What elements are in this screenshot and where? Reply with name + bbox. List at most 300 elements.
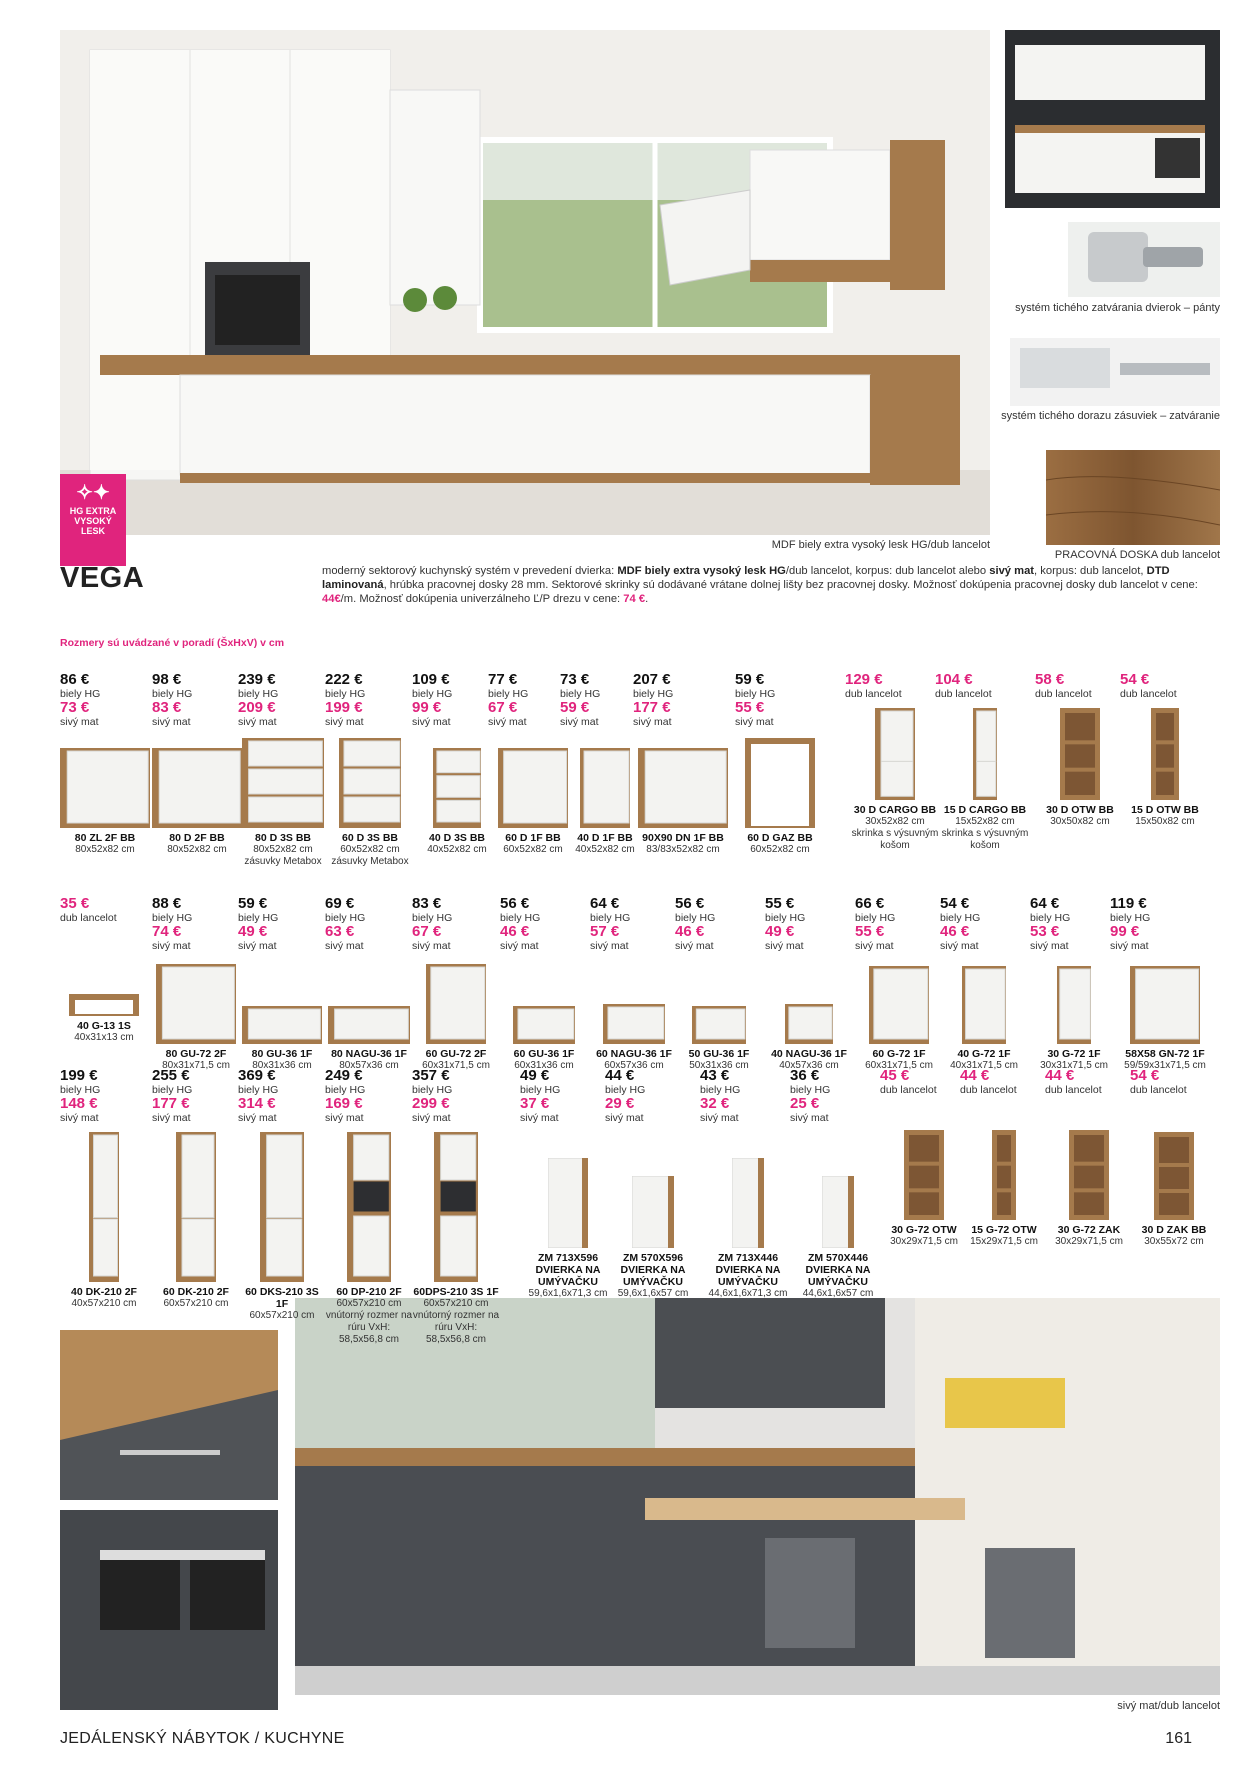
item-code: 40 D 1F BB <box>577 832 633 844</box>
price-grey: 169 € <box>325 1095 363 1112</box>
price-grey: 32 € <box>700 1095 730 1112</box>
item-size: 59,6x1,6x71,3 cm <box>528 1288 608 1299</box>
finish-label-2: sivý mat <box>500 940 539 952</box>
price-white: 98 € <box>152 671 182 688</box>
product-item <box>880 1068 968 1248</box>
hinge-photo <box>1068 222 1220 297</box>
finish-label-1: biely HG <box>412 912 453 924</box>
item-size: 50x31x36 cm <box>689 1060 749 1071</box>
product-item <box>325 896 413 1072</box>
price-grey: 25 € <box>790 1095 820 1112</box>
product-item <box>633 672 733 856</box>
cabinet-illustration <box>69 994 139 1016</box>
finish-label-2: sivý mat <box>238 716 277 728</box>
price-white: 59 € <box>238 895 268 912</box>
price-white: 54 € <box>1120 671 1150 688</box>
product-item <box>700 1068 796 1300</box>
item-size: 40x57x36 cm <box>779 1060 839 1071</box>
price-white: 56 € <box>500 895 530 912</box>
finish-label-1: biely HG <box>152 688 193 700</box>
item-code: 40 D 3S BB <box>428 832 486 844</box>
price-grey: 57 € <box>590 923 620 940</box>
item-size: 59,6x1,6x57 cm <box>617 1288 689 1299</box>
item-code: 60DPS-210 3S 1F <box>413 1286 499 1298</box>
cabinet-illustration <box>328 1006 410 1044</box>
item-size: 60x52x82 cm <box>340 844 400 855</box>
badge-line2: VYSOKÝ <box>74 516 112 526</box>
finish-label-1: biely HG <box>675 912 716 924</box>
item-size: 59/59x31x71,5 cm <box>1124 1060 1206 1071</box>
item-code: 80 GU-72 2F <box>165 1048 227 1060</box>
cabinet-illustration <box>1154 1132 1194 1220</box>
cabinet-illustration <box>869 966 929 1044</box>
item-code: ZM 713X446 DVIERKA NA UMÝVAČKU <box>715 1252 781 1288</box>
bottom-photo-caption: sivý mat/dub lancelot <box>1117 1700 1220 1712</box>
item-size: 40x31x13 cm <box>74 1032 134 1043</box>
item-code: 60 G-72 1F <box>872 1048 926 1060</box>
price-white: 59 € <box>735 671 765 688</box>
item-size: 60x57x210 cm <box>336 1298 402 1309</box>
item-code: ZM 570X596 DVIERKA NA UMÝVAČKU <box>620 1252 686 1288</box>
finish-label-2: sivý mat <box>238 940 277 952</box>
product-item <box>412 896 500 1072</box>
product-item <box>1045 1068 1133 1248</box>
price-white: 45 € <box>880 1067 910 1084</box>
finish-label-1: dub lancelot <box>1130 1084 1187 1096</box>
item-code: 60 D 3S BB <box>341 832 399 844</box>
finish-label-2: sivý mat <box>1030 940 1069 952</box>
grey-kitchen-photo <box>295 1298 1220 1695</box>
price-grey: 209 € <box>238 699 276 716</box>
finish-label-1: dub lancelot <box>880 1084 937 1096</box>
cabinet-illustration <box>1069 1130 1109 1220</box>
price-grey: 46 € <box>500 923 530 940</box>
item-code: 40 DK-210 2F <box>71 1286 137 1298</box>
finish-label-2: sivý mat <box>488 716 527 728</box>
item-size: 60x31x36 cm <box>514 1060 574 1071</box>
product-item <box>60 896 148 1044</box>
item-code: 40 NAGU-36 1F <box>771 1048 847 1060</box>
finish-label-2: sivý mat <box>520 1112 559 1124</box>
cabinet-illustration <box>732 1158 764 1248</box>
item-size: 83/83x52x82 cm <box>646 844 720 855</box>
finish-label-2: sivý mat <box>765 940 804 952</box>
item-code: 60 DKS-210 3S 1F <box>245 1286 319 1310</box>
item-size: 60x57x210 cm <box>249 1310 315 1321</box>
finish-label-2: sivý mat <box>325 940 364 952</box>
finish-label-1: biely HG <box>560 688 601 700</box>
item-size: 60x52x82 cm <box>750 844 810 855</box>
product-item <box>675 896 763 1072</box>
hinges-caption: systém tichého zatvárania dvierok – pánty <box>1015 302 1220 314</box>
price-grey: 74 € <box>152 923 182 940</box>
item-size: 15x29x71,5 cm <box>970 1236 1038 1247</box>
price-white: 55 € <box>765 895 795 912</box>
finish-label-1: biely HG <box>700 1084 741 1096</box>
item-size: 15x52x82 cm <box>955 816 1015 827</box>
finish-label-1: biely HG <box>325 1084 366 1096</box>
finish-label-1: dub lancelot <box>1045 1084 1102 1096</box>
cabinet-illustration <box>433 748 481 828</box>
product-item <box>855 896 943 1072</box>
finish-label-1: biely HG <box>238 912 279 924</box>
price-white: 66 € <box>855 895 885 912</box>
finish-label-2: sivý mat <box>560 716 599 728</box>
finish-label-1: biely HG <box>765 912 806 924</box>
item-size: 60x57x36 cm <box>604 1060 664 1071</box>
price-white: 255 € <box>152 1067 190 1084</box>
finish-label-1: biely HG <box>500 912 541 924</box>
item-code: 50 GU-36 1F <box>688 1048 750 1060</box>
item-code: 60 GU-36 1F <box>513 1048 575 1060</box>
product-item <box>520 1068 616 1300</box>
price-white: 83 € <box>412 895 442 912</box>
price-grey: 46 € <box>940 923 970 940</box>
product-item <box>325 1068 413 1346</box>
finish-label-1: biely HG <box>520 1084 561 1096</box>
item-note: zásuvky Metabox <box>244 856 322 867</box>
item-size: 80x52x82 cm <box>167 844 227 855</box>
price-white: 64 € <box>1030 895 1060 912</box>
price-white: 88 € <box>152 895 182 912</box>
cabinet-illustration <box>339 738 401 828</box>
dark-kitchen-thumb <box>1005 30 1220 208</box>
cabinet-illustration <box>1060 708 1100 800</box>
finish-label-2: sivý mat <box>152 940 191 952</box>
item-size: 80x57x36 cm <box>339 1060 399 1071</box>
price-grey: 49 € <box>238 923 268 940</box>
price-grey: 55 € <box>735 699 765 716</box>
price-grey: 199 € <box>325 699 363 716</box>
cabinet-illustration <box>434 1132 478 1282</box>
item-code: 60 DK-210 2F <box>163 1286 229 1298</box>
finish-label-2: sivý mat <box>700 1112 739 1124</box>
price-grey: 63 € <box>325 923 355 940</box>
price-grey: 49 € <box>765 923 795 940</box>
worktop-sample-photo <box>1046 450 1220 545</box>
finish-label-1: biely HG <box>60 1084 101 1096</box>
price-grey: 55 € <box>855 923 885 940</box>
finish-label-1: biely HG <box>152 912 193 924</box>
finish-label-2: sivý mat <box>152 1112 191 1124</box>
item-size: 30x29x71,5 cm <box>1055 1236 1123 1247</box>
item-size: 30x50x82 cm <box>1050 816 1110 827</box>
product-item <box>1030 896 1118 1072</box>
cabinet-illustration <box>548 1158 588 1248</box>
item-code: 30 G-72 1F <box>1047 1048 1101 1060</box>
price-white: 222 € <box>325 671 363 688</box>
price-white: 54 € <box>940 895 970 912</box>
finish-label-2: sivý mat <box>633 716 672 728</box>
hg-badge <box>60 474 126 566</box>
cabinet-illustration <box>426 964 486 1044</box>
finish-label-1: biely HG <box>940 912 981 924</box>
item-code: 30 G-72 OTW <box>891 1224 957 1236</box>
product-item <box>152 672 242 856</box>
item-code: 60 D 1F BB <box>505 832 561 844</box>
price-white: 104 € <box>935 671 973 688</box>
item-size: 60x31x71,5 cm <box>422 1060 490 1071</box>
product-item <box>325 672 415 868</box>
finish-label-1: dub lancelot <box>960 1084 1017 1096</box>
finish-label-1: biely HG <box>238 688 279 700</box>
cabinet-illustration <box>176 1132 216 1282</box>
price-white: 207 € <box>633 671 671 688</box>
price-white: 58 € <box>1035 671 1065 688</box>
price-grey: 46 € <box>675 923 705 940</box>
finish-label-1: biely HG <box>605 1084 646 1096</box>
price-grey: 59 € <box>560 699 590 716</box>
drawers-caption: systém tichého dorazu zásuviek – zatváranie <box>1001 410 1220 422</box>
badge-line3: LESK <box>80 526 105 536</box>
cabinet-illustration <box>1151 708 1179 800</box>
finish-label-1: dub lancelot <box>935 688 992 700</box>
item-size: 40x57x210 cm <box>71 1298 137 1309</box>
page-number: 161 <box>1165 1730 1192 1747</box>
cabinet-illustration <box>822 1176 854 1248</box>
price-white: 109 € <box>412 671 450 688</box>
price-white: 43 € <box>700 1067 730 1084</box>
finish-label-1: biely HG <box>412 688 453 700</box>
finish-label-2: sivý mat <box>940 940 979 952</box>
cabinet-illustration <box>89 1132 119 1282</box>
item-note: vnútorný rozmer na rúru VxH: 58,5x56,8 cm <box>325 1310 413 1345</box>
item-size: 80x31x71,5 cm <box>162 1060 230 1071</box>
price-grey: 67 € <box>412 923 442 940</box>
product-title: VEGA <box>60 562 145 594</box>
item-code: 60 DP-210 2F <box>336 1286 402 1298</box>
item-code: 80 GU-36 1F <box>251 1048 313 1060</box>
drawer-photo <box>1010 338 1220 406</box>
price-grey: 67 € <box>488 699 518 716</box>
finish-label-2: sivý mat <box>412 1112 451 1124</box>
cabinet-illustration <box>347 1132 391 1282</box>
item-code: 15 G-72 OTW <box>971 1224 1037 1236</box>
finish-label-1: dub lancelot <box>845 688 902 700</box>
product-item <box>152 1068 240 1310</box>
finish-label-2: sivý mat <box>590 940 629 952</box>
cabinet-illustration <box>156 964 236 1044</box>
price-white: 35 € <box>60 895 90 912</box>
finish-label-1: biely HG <box>590 912 631 924</box>
cabinet-illustration <box>638 748 728 828</box>
price-grey: 29 € <box>605 1095 635 1112</box>
cabinet-illustration <box>904 1130 944 1220</box>
cabinet-illustration <box>580 748 630 828</box>
price-grey: 53 € <box>1030 923 1060 940</box>
price-white: 86 € <box>60 671 90 688</box>
finish-label-1: biely HG <box>238 1084 279 1096</box>
item-code: 60 NAGU-36 1F <box>596 1048 672 1060</box>
cabinet-illustration <box>1130 966 1200 1044</box>
finish-label-1: biely HG <box>633 688 674 700</box>
cabinet-illustration <box>632 1176 674 1248</box>
item-size: 60x31x71,5 cm <box>865 1060 933 1071</box>
price-grey: 148 € <box>60 1095 98 1112</box>
item-size: 80x31x36 cm <box>252 1060 312 1071</box>
finish-label-1: biely HG <box>60 688 101 700</box>
price-white: 249 € <box>325 1067 363 1084</box>
product-item <box>590 896 678 1072</box>
item-size: 40x52x82 cm <box>575 844 635 855</box>
product-item <box>790 1068 886 1300</box>
price-white: 44 € <box>1045 1067 1075 1084</box>
product-item <box>238 896 326 1072</box>
finish-label-1: dub lancelot <box>1035 688 1092 700</box>
cabinet-illustration <box>513 1006 575 1044</box>
cabinet-illustration <box>242 1006 322 1044</box>
price-white: 357 € <box>412 1067 450 1084</box>
item-size: 40x52x82 cm <box>427 844 487 855</box>
finish-label-2: sivý mat <box>60 1112 99 1124</box>
main-kitchen-photo <box>60 30 990 535</box>
finish-label-1: biely HG <box>855 912 896 924</box>
item-size: 60x57x210 cm <box>163 1298 229 1309</box>
product-item <box>500 896 588 1072</box>
price-white: 369 € <box>238 1067 276 1084</box>
dimensions-note: Rozmery sú uvádzané v poradí (ŠxHxV) v cm <box>60 637 285 649</box>
item-code: 40 G-13 1S <box>77 1020 131 1032</box>
finish-label-2: sivý mat <box>412 716 451 728</box>
price-white: 199 € <box>60 1067 98 1084</box>
item-code: 30 D CARGO BB <box>853 804 937 816</box>
cabinet-illustration <box>692 1006 746 1044</box>
oven-detail-photo <box>60 1510 278 1710</box>
item-code: 30 D ZAK BB <box>1141 1224 1207 1236</box>
product-item <box>60 672 150 856</box>
product-description: moderný sektorový kuchynský systém v prevedení dvierka: MDF biely extra vysoký lesk HG/dub lancelot, korpus: dub lancelot alebo sivý mat, korpus: dub lancelot, DTD laminovaná, hrúbka pracovnej dosky 28 mm. Sektorové skrinky sú dodávané vrátane dolnej lišty bez pracovnej dosky. Možnosť dokúpenia pracovnej dosky dub lancelot v cene: 44€/m. Možnosť dokúpenia univerzálneho Ľ/P drezu v cene: 74 €. <box>322 565 1198 605</box>
cabinet-illustration <box>745 738 815 828</box>
finish-label-1: biely HG <box>152 1084 193 1096</box>
finish-label-2: sivý mat <box>1110 940 1149 952</box>
price-grey: 177 € <box>152 1095 190 1112</box>
product-item <box>238 672 328 868</box>
item-size: 60x52x82 cm <box>503 844 563 855</box>
cabinet-illustration <box>973 708 997 800</box>
price-white: 44 € <box>605 1067 635 1084</box>
finish-label-2: sivý mat <box>855 940 894 952</box>
finish-label-2: sivý mat <box>412 940 451 952</box>
product-item <box>940 896 1028 1072</box>
price-white: 73 € <box>560 671 590 688</box>
price-white: 119 € <box>1110 895 1147 912</box>
item-code: 80 D 2F BB <box>169 832 225 844</box>
product-item <box>1130 1068 1218 1248</box>
worktop-caption: PRACOVNÁ DOSKA dub lancelot <box>1054 549 1220 561</box>
product-item <box>412 1068 500 1346</box>
price-white: 56 € <box>675 895 705 912</box>
cabinet-illustration <box>875 708 915 800</box>
price-grey: 314 € <box>238 1095 276 1112</box>
price-grey: 177 € <box>633 699 671 716</box>
price-white: 239 € <box>238 671 276 688</box>
product-item <box>960 1068 1048 1248</box>
finish-label-2: sivý mat <box>60 716 99 728</box>
product-item <box>765 896 853 1072</box>
product-item <box>1120 672 1210 828</box>
finish-label-2: sivý mat <box>325 716 364 728</box>
price-white: 36 € <box>790 1067 820 1084</box>
price-white: 64 € <box>590 895 620 912</box>
cabinet-illustration <box>603 1004 665 1044</box>
product-item <box>152 896 240 1072</box>
item-size: 15x50x82 cm <box>1135 816 1195 827</box>
cabinet-illustration <box>260 1132 304 1282</box>
price-white: 44 € <box>960 1067 990 1084</box>
product-item <box>238 1068 326 1322</box>
item-note: skrinka s výsuvným košom <box>851 828 939 851</box>
item-note: zásuvky Metabox <box>331 856 409 867</box>
price-grey: 99 € <box>412 699 442 716</box>
finish-label-1: biely HG <box>1030 912 1071 924</box>
item-code: 30 D OTW BB <box>1046 804 1114 816</box>
item-size: 80x52x82 cm <box>75 844 135 855</box>
item-size: 30x52x82 cm <box>865 816 925 827</box>
item-size: 30x29x71,5 cm <box>890 1236 958 1247</box>
price-grey: 37 € <box>520 1095 550 1112</box>
price-white: 129 € <box>845 671 883 688</box>
item-code: ZM 570X446 DVIERKA NA UMÝVAČKU <box>805 1252 871 1288</box>
finish-label-1: biely HG <box>735 688 776 700</box>
item-size: 80x52x82 cm <box>253 844 313 855</box>
item-code: 80 ZL 2F BB <box>74 832 136 844</box>
footer-section: JEDÁLENSKÝ NÁBYTOK / KUCHYNE <box>60 1730 345 1747</box>
finish-label-2: sivý mat <box>325 1112 364 1124</box>
item-code: 60 D GAZ BB <box>747 832 813 844</box>
item-code: 80 NAGU-36 1F <box>331 1048 407 1060</box>
cabinet-illustration <box>60 748 150 828</box>
item-size: 40x31x71,5 cm <box>950 1060 1018 1071</box>
item-size: 30x31x71,5 cm <box>1040 1060 1108 1071</box>
cabinet-illustration <box>152 748 242 828</box>
item-code: 30 G-72 ZAK <box>1057 1224 1121 1236</box>
item-code: 15 D OTW BB <box>1131 804 1199 816</box>
price-white: 69 € <box>325 895 355 912</box>
finish-label-1: biely HG <box>325 688 366 700</box>
cabinet-illustration <box>242 738 324 828</box>
item-size: 44,6x1,6x57 cm <box>802 1288 874 1299</box>
product-item <box>845 672 945 852</box>
item-size: 60x57x210 cm <box>423 1298 489 1309</box>
price-grey: 299 € <box>412 1095 450 1112</box>
finish-label-1: biely HG <box>488 688 529 700</box>
price-white: 54 € <box>1130 1067 1160 1084</box>
price-grey: 73 € <box>60 699 90 716</box>
item-code: 40 G-72 1F <box>957 1048 1011 1060</box>
item-code: 80 D 3S BB <box>254 832 312 844</box>
sparkle-icon: ✧✦ <box>76 482 110 504</box>
product-item <box>1035 672 1125 828</box>
cabinet-illustration <box>498 748 568 828</box>
item-note: vnútorný rozmer na rúru VxH: 58,5x56,8 cm <box>412 1310 500 1345</box>
finish-label-1: dub lancelot <box>60 912 117 924</box>
item-code: ZM 713X596 DVIERKA NA UMÝVAČKU <box>535 1252 601 1288</box>
price-white: 49 € <box>520 1067 550 1084</box>
cabinet-illustration <box>992 1130 1016 1220</box>
finish-label-2: sivý mat <box>605 1112 644 1124</box>
product-item <box>605 1068 701 1300</box>
product-item <box>60 1068 148 1310</box>
cabinet-illustration <box>962 966 1006 1044</box>
finish-label-1: biely HG <box>1110 912 1151 924</box>
product-item <box>1110 896 1220 1072</box>
finish-label-1: biely HG <box>790 1084 831 1096</box>
badge-line1: HG EXTRA <box>69 506 117 516</box>
item-code: 60 GU-72 2F <box>425 1048 487 1060</box>
product-item <box>735 672 825 856</box>
cabinet-illustration <box>785 1004 833 1044</box>
item-code: 15 D CARGO BB <box>943 804 1027 816</box>
